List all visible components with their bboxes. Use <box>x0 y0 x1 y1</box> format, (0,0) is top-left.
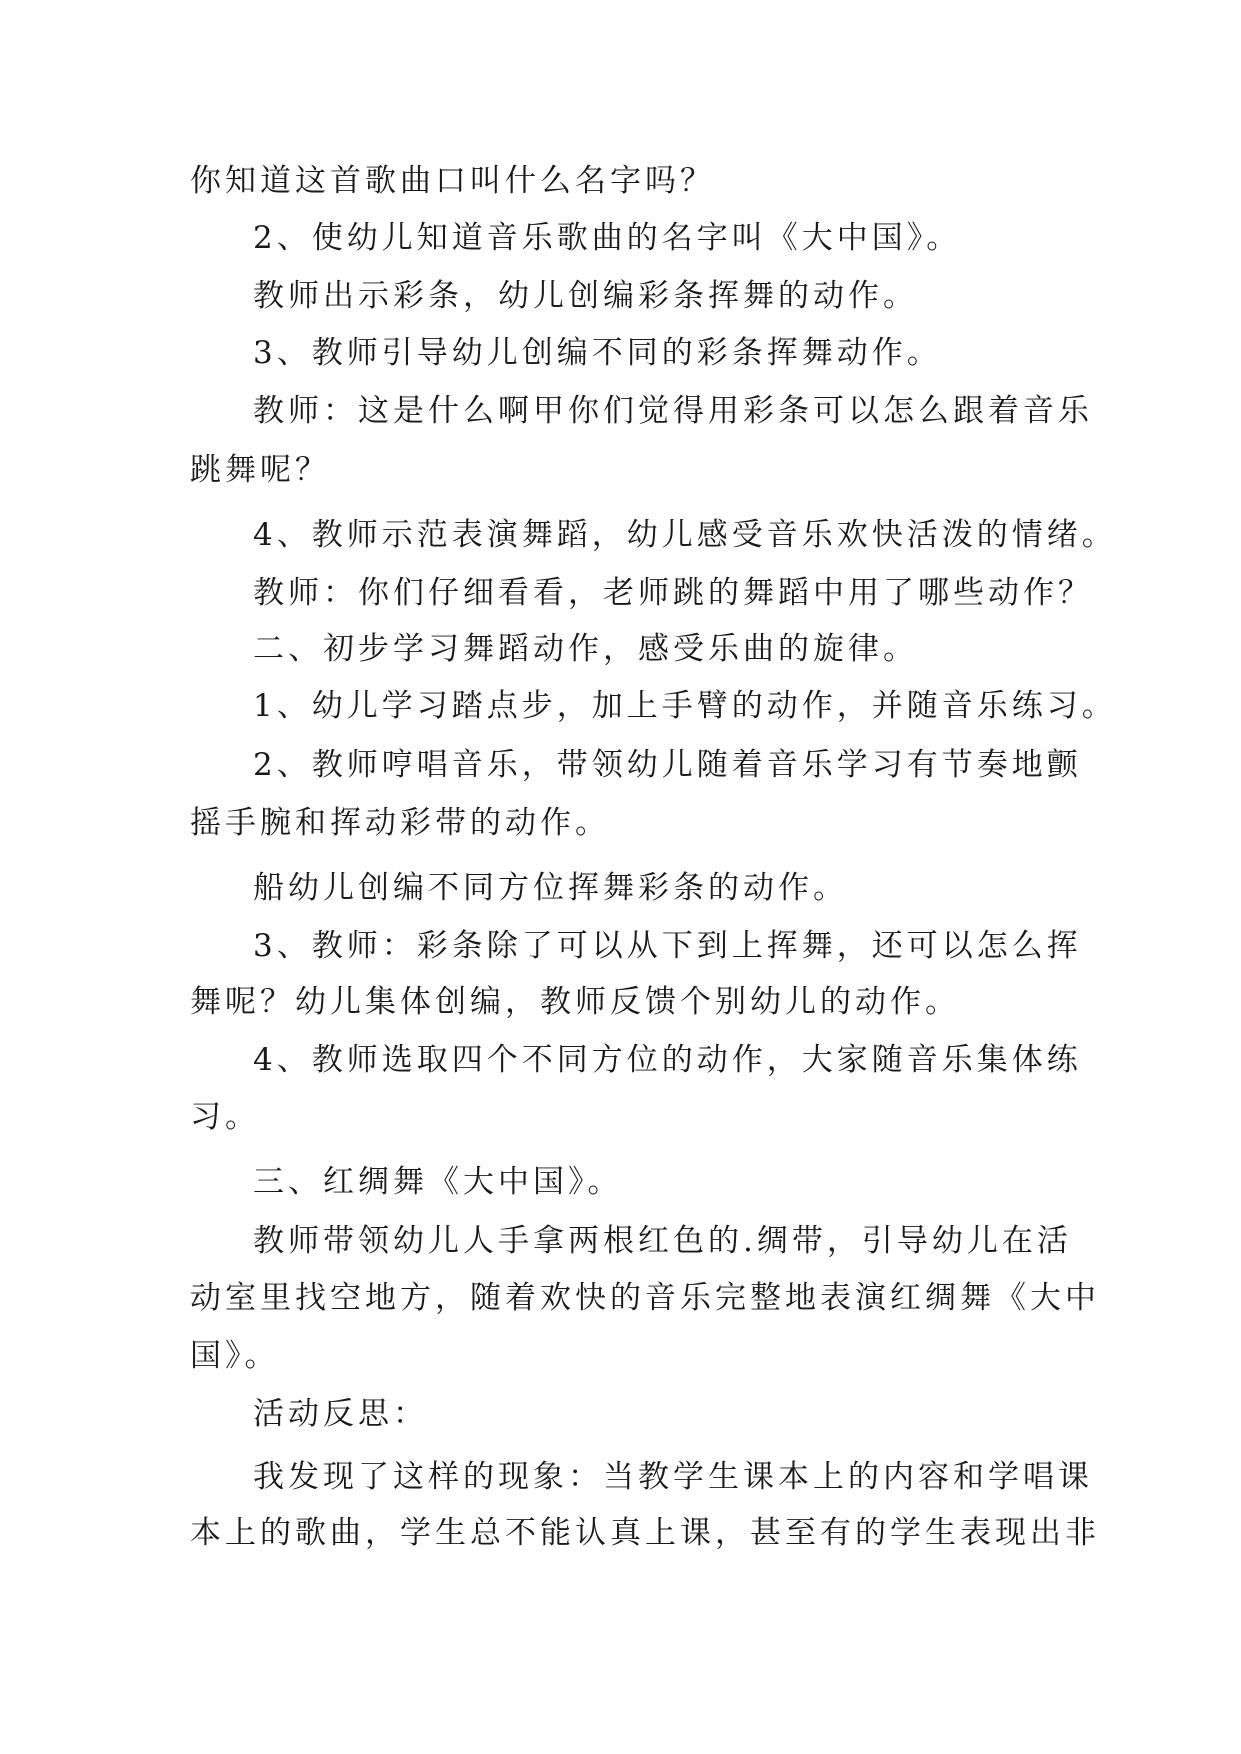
text-line: 4、教师示范表演舞蹈，幼儿感受音乐欢快活泼的情绪。 <box>253 517 1117 553</box>
text-line: 我发现了这样的现象：当教学生课本上的内容和学唱课 <box>253 1459 1093 1495</box>
text-line: 2、教师哼唱音乐，带领幼儿随着音乐学习有节奏地颤 <box>253 747 1082 783</box>
text-line: 舞呢？幼儿集体创编，教师反馈个别幼儿的动作。 <box>190 984 960 1020</box>
text-line: 本上的歌曲，学生总不能认真上课，甚至有的学生表现出非 <box>190 1515 1100 1551</box>
text-line: 动室里找空地方，随着欢快的音乐完整地表演红绸舞《大中 <box>190 1280 1100 1316</box>
text-line: 4、教师选取四个不同方位的动作，大家随音乐集体练 <box>253 1042 1082 1078</box>
text-line: 活动反思： <box>253 1396 428 1432</box>
text-line: 2、使幼儿知道音乐歌曲的名字叫《大中国》。 <box>253 220 962 256</box>
text-line: 1、幼儿学习踏点步，加上手臂的动作，并随音乐练习。 <box>253 688 1117 724</box>
text-line: 国》。 <box>190 1338 280 1374</box>
text-line: 习。 <box>190 1099 260 1135</box>
text-line: 教师：这是什么啊甲你们觉得用彩条可以怎么跟着音乐 <box>253 393 1093 429</box>
text-line: 教师：你们仔细看看，老师跳的舞蹈中用了哪些动作？ <box>253 575 1093 611</box>
text-line: 你知道这首歌曲口叫什么名字吗？ <box>190 163 715 199</box>
text-line: 摇手腕和挥动彩带的动作。 <box>190 805 610 841</box>
text-line: 二、初步学习舞蹈动作，感受乐曲的旋律。 <box>253 631 918 667</box>
text-line: 跳舞呢？ <box>190 452 330 488</box>
text-line: 船幼儿创编不同方位挥舞彩条的动作。 <box>253 870 848 906</box>
text-line: 3、教师引导幼儿创编不同的彩条挥舞动作。 <box>253 335 942 371</box>
text-line: 教师出示彩条，幼儿创编彩条挥舞的动作。 <box>253 278 918 314</box>
text-line: 教师带领幼儿人手拿两根红色的.绸带，引导幼儿在活 <box>253 1223 1072 1259</box>
text-line: 3、教师：彩条除了可以从下到上挥舞，还可以怎么挥 <box>253 928 1082 964</box>
text-line: 三、红绸舞《大中国》。 <box>253 1164 623 1200</box>
